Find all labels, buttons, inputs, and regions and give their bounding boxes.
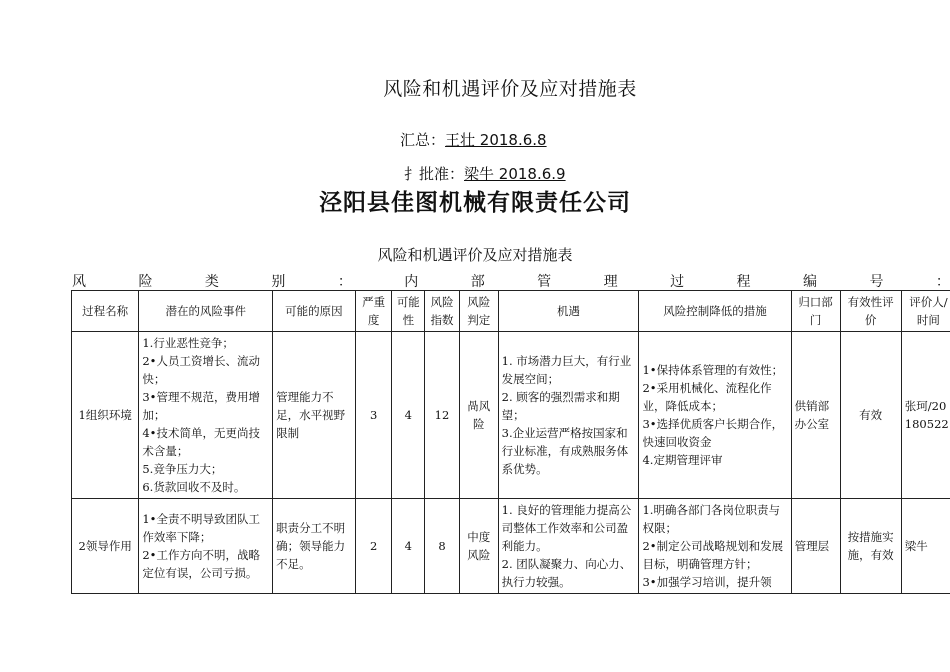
table-row	[72, 499, 950, 594]
cause-cell: 管理能力不足，水平视野限制	[273, 332, 356, 499]
opportunity: 1. 市场潜力巨大，有行业发展空间；	[501, 354, 632, 386]
measure: 2•采用机械化、流程化作业，降低成本；	[642, 381, 772, 413]
process-cell: 1组织环境	[72, 332, 139, 499]
category-char: 风	[72, 274, 86, 290]
department-cell: 管理层	[791, 499, 840, 594]
risk-index-cell: 12	[425, 332, 460, 499]
measure: 3•选择优质客户长期合作，快速回收资金	[642, 417, 784, 449]
document-title: 风险和机遇评价及应对措施表	[383, 78, 637, 100]
col-header: 风险指数	[425, 291, 460, 332]
measure: 4.定期管理评审	[642, 453, 723, 467]
col-header: 归口部门	[791, 291, 840, 332]
col-header: 可能性	[392, 291, 425, 332]
table-title: 风险和机遇评价及应对措施表	[377, 246, 573, 264]
approval-line	[404, 163, 566, 184]
company-name: 泾阳县佳图机械有限责任公司	[319, 190, 631, 216]
judgment-cell: 中度风险	[459, 499, 498, 594]
opportunity: 2. 团队凝聚力、向心力、执行力较强。	[501, 557, 632, 589]
risk-events-cell	[139, 499, 273, 594]
process-cell: 2领导作用	[72, 499, 139, 594]
judgment-cell: 咼风险	[459, 332, 498, 499]
risk-index-cell: 8	[425, 499, 460, 594]
category-char: 编	[802, 274, 817, 290]
opportunities-cell	[498, 332, 639, 499]
category-char: 号	[869, 274, 884, 290]
risk-event: 1.行业恶性竞争；	[142, 336, 234, 350]
risk-event: 6.货款回收不及时。	[142, 480, 246, 494]
measures-cell	[639, 499, 791, 594]
col-header: 过程名称	[72, 291, 139, 332]
category-char: 程	[736, 274, 751, 290]
category-char: 管	[537, 274, 552, 290]
category-line	[72, 271, 950, 291]
opportunities-cell	[498, 499, 639, 594]
category-char: 类	[204, 274, 219, 290]
summary-line	[400, 129, 547, 150]
category-char: ：	[337, 274, 352, 290]
summary-value: 王壮 2018.6.8	[445, 131, 547, 149]
likelihood-cell: 4	[392, 499, 425, 594]
risk-events-cell	[139, 332, 273, 499]
effectiveness-cell: 按措施实施，有效	[840, 499, 901, 594]
risk-event: 4•技术简单，无更尚技术含量；	[142, 426, 260, 458]
category-char: 别	[271, 274, 286, 290]
category-char: 过	[670, 274, 685, 290]
department-cell: 供销部办公室	[791, 332, 840, 499]
col-header: 风险判定	[459, 291, 498, 332]
category-char: 理	[603, 274, 618, 290]
measure: 1.明确各部门各岗位职责与权限；	[642, 503, 780, 535]
col-header: 严重度	[355, 291, 392, 332]
measure: 3•加强学习培训，提升领	[642, 575, 772, 589]
col-header: 可能的原因	[273, 291, 356, 332]
severity-cell: 3	[355, 332, 392, 499]
risk-table	[71, 290, 950, 594]
category-char: 险	[138, 274, 153, 290]
risk-event: 2•人员工资增长、流动快；	[142, 354, 260, 386]
opportunity: 3.企业运营严格按国家和行业标准，有成熟服务体系优势。	[501, 426, 629, 476]
opportunity: 1. 良好的管理能力提高公司整体工作效率和公司盈利能力。	[501, 503, 632, 553]
col-header: 评价人/时间	[901, 291, 950, 332]
effectiveness-cell: 有效	[840, 332, 901, 499]
measure: 2•制定公司战略规划和发展目标，明确管理方针；	[642, 539, 784, 571]
opportunity: 2. 顾客的强烈需求和期望；	[501, 390, 620, 422]
table-header-row	[72, 291, 950, 332]
col-header: 有效性评价	[840, 291, 901, 332]
table-row	[72, 332, 950, 499]
category-char: ：	[935, 274, 950, 290]
risk-event: 2•工作方向不明，战略定位有误，公司亏损。	[142, 548, 260, 580]
category-char: 内	[404, 274, 419, 290]
risk-event: 5.竞争压力大；	[142, 462, 223, 476]
measures-cell	[639, 332, 791, 499]
approval-value: 梁牛 2018.6.9	[464, 165, 566, 183]
cause-cell: 职责分工不明确；领导能力不足。	[273, 499, 356, 594]
evaluator-cell: 张珂/20180522	[901, 332, 950, 499]
measure: 1•保持体系管理的有效性；	[642, 363, 784, 377]
approval-label: 扌批准：	[404, 165, 465, 183]
col-header: 风险控制降低的措施	[639, 291, 791, 332]
risk-event: 3•管理不规范，费用增加；	[142, 390, 260, 422]
evaluator-cell: 梁牛	[901, 499, 950, 594]
summary-label: 汇总：	[400, 131, 446, 149]
severity-cell: 2	[355, 499, 392, 594]
col-header: 潜在的风险事件	[139, 291, 273, 332]
risk-event: 1•全责不明导致团队工作效率下降；	[142, 512, 260, 544]
category-char: 部	[470, 274, 485, 290]
col-header: 机遇	[498, 291, 639, 332]
likelihood-cell: 4	[392, 332, 425, 499]
